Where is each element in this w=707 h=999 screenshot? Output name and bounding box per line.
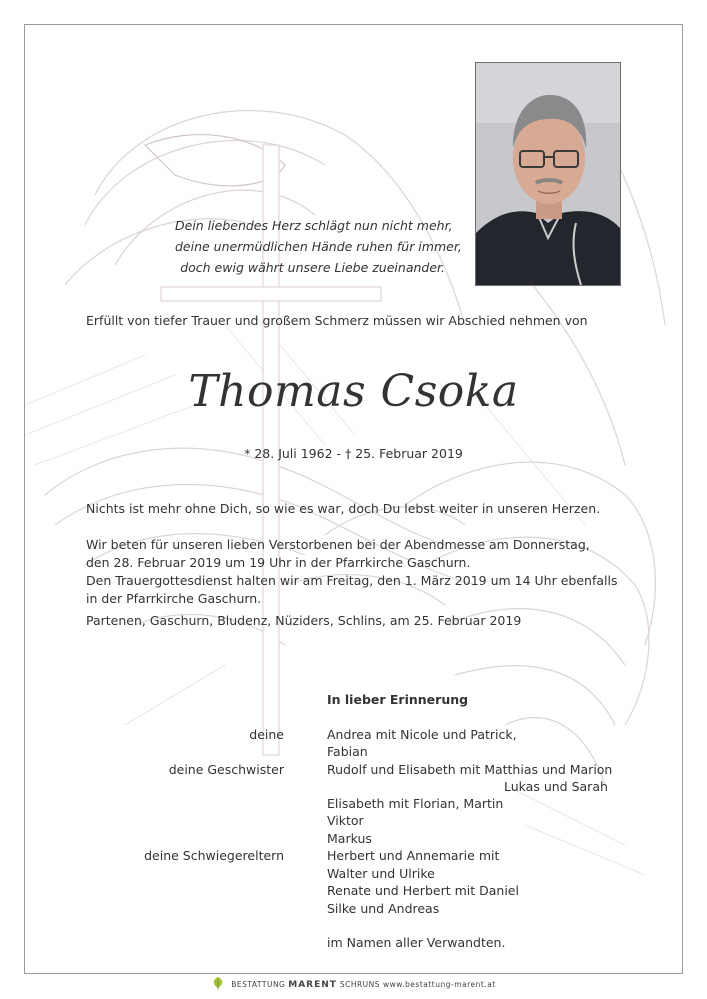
mourner-line: Andrea mit Nicole und Patrick, (327, 727, 517, 742)
service-details (86, 536, 617, 608)
service-line: Wir beten für unseren lieben Verstorbenen bei der Abendmesse am Donnerstag, (86, 537, 590, 552)
mourner-line: im Namen aller Verwandten. (327, 935, 506, 950)
footer (0, 976, 707, 994)
mourner-line: Silke und Andreas (327, 901, 440, 916)
mourner-label-schwiegereltern: deine Schwiegereltern (144, 848, 284, 863)
mourner-line: Viktor (327, 813, 364, 828)
verse-line: doch ewig währt unsere Liebe zueinander. (180, 260, 445, 275)
footer-company-name: MARENT (288, 980, 337, 990)
mourner-line: Herbert und Annemarie mit (327, 848, 500, 863)
verse (175, 215, 462, 278)
life-dates: * 28. Juli 1962 - † 25. Februar 2019 (244, 446, 463, 461)
deceased-name: Thomas Csoka (188, 366, 519, 417)
service-line: in der Pfarrkirche Gaschurn. (86, 591, 262, 606)
memory-title: In lieber Erinnerung (327, 692, 469, 707)
mourner-line: Rudolf und Elisabeth mit Matthias und Marion (327, 762, 613, 777)
portrait-illustration (476, 63, 620, 285)
mourner-line: Lukas und Sarah (504, 779, 608, 794)
leaf-logo-icon (211, 976, 225, 994)
footer-company-prefix: BESTATTUNG (231, 980, 286, 989)
mourner-line: Walter und Ulrike (327, 866, 435, 881)
footer-town: SCHRUNS (339, 980, 381, 989)
verse-line: deine unermüdlichen Hände ruhen für immer, (175, 239, 462, 254)
intro-text: Erfüllt von tiefer Trauer und großem Schmerz müssen wir Abschied nehmen von (86, 313, 588, 328)
remembrance-sentence: Nichts ist mehr ohne Dich, so wie es war, doch Du lebst weiter in unseren Herzen. (86, 501, 601, 516)
mourner-label-deine: deine (249, 727, 284, 742)
verse-line: Dein liebendes Herz schlägt nun nicht mehr, (175, 218, 453, 233)
mourner-label-geschwister: deine Geschwister (168, 762, 284, 777)
footer-website[interactable]: www.bestattung-marent.at (382, 980, 496, 989)
mourner-line: Elisabeth mit Florian, Martin (327, 796, 504, 811)
mourner-line: Markus (327, 831, 372, 846)
mourner-line: Fabian (327, 744, 368, 759)
place-and-date: Partenen, Gaschurn, Bludenz, Nüziders, Schlins, am 25. Februar 2019 (86, 613, 522, 628)
portrait-photo (475, 62, 621, 286)
service-line: den 28. Februar 2019 um 19 Uhr in der Pfarrkirche Gaschurn. (86, 555, 471, 570)
service-line: Den Trauergottesdienst halten wir am Freitag, den 1. März 2019 um 14 Uhr ebenfalls (86, 573, 618, 588)
obituary-card (24, 24, 683, 974)
mourner-line: Renate und Herbert mit Daniel (327, 883, 519, 898)
